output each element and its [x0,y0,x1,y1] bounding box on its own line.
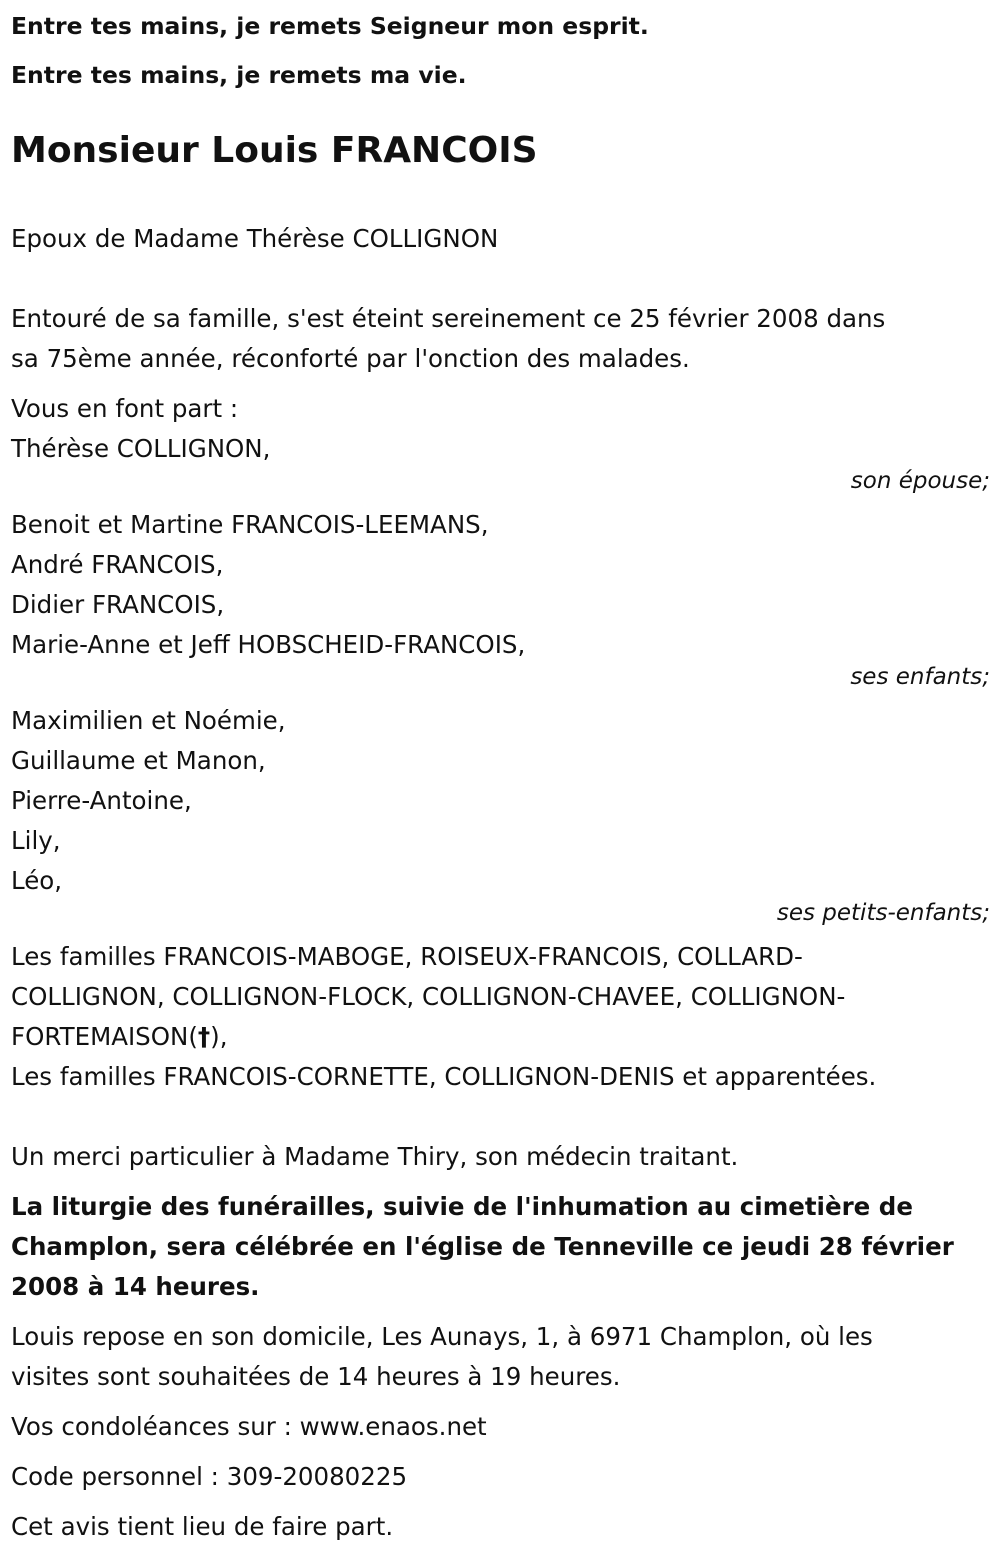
families-line-1: Les familles FRANCOIS-MABOGE, ROISEUX-FRANCOIS, COLLARD- [11,942,803,971]
family-list [11,389,990,1097]
verse-line-2: Entre tes mains, je remets ma vie. [11,61,467,89]
children-role: ses enfants; [850,664,990,690]
spouse-entry: Thérèse COLLIGNON, [11,434,271,463]
funeral-details [11,1187,990,1307]
spouse-line: Epoux de Madame Thérèse COLLIGNON [11,224,499,253]
funeral-line-1: La liturgie des funérailles, suivie de l'inhumation au cimetière de [11,1192,913,1221]
announcement-line-1: Entouré de sa famille, s'est éteint sereinement ce 25 février 2008 dans [11,304,886,333]
spouse-role: son épouse; [850,468,990,494]
child-entry: Benoit et Martine FRANCOIS-LEEMANS, [11,510,489,539]
verse-line-1: Entre tes mains, je remets Seigneur mon esprit. [11,12,649,40]
grandchild-entry: Guillaume et Manon, [11,746,266,775]
grandchild-entry: Léo, [11,866,63,895]
families-line-3-prefix: FORTEMAISON( [11,1022,198,1051]
deceased-name: Monsieur Louis FRANCOIS [11,130,538,171]
code-line: Code personnel : 309-20080225 [11,1462,408,1491]
cross-icon: † [197,1022,211,1051]
family-intro: Vous en font part : [11,394,239,423]
announcement [11,299,990,379]
condolences-line: Vos condoléances sur : www.enaos.net [11,1412,487,1441]
child-entry: Marie-Anne et Jeff HOBSCHEID-FRANCOIS, [11,630,526,659]
families-line-3 [11,1017,990,1057]
child-entry: Didier FRANCOIS, [11,590,225,619]
visitation-line-1: Louis repose en son domicile, Les Aunays, 1, à 6971 Champlon, où les [11,1322,873,1351]
announcement-line-2: sa 75ème année, réconforté par l'onction des malades. [11,344,690,373]
grandchild-entry: Lily, [11,826,61,855]
families-line-3-suffix: ), [210,1022,228,1051]
grandchild-entry: Maximilien et Noémie, [11,706,286,735]
families-line-2: COLLIGNON, COLLIGNON-FLOCK, COLLIGNON-CHAVEE, COLLIGNON- [11,982,846,1011]
grandchildren-role: ses petits-enfants; [776,900,990,926]
thanks-line: Un merci particulier à Madame Thiry, son médecin traitant. [11,1142,739,1171]
grandchild-entry: Pierre-Antoine, [11,786,192,815]
visitation-line-2: visites sont souhaitées de 14 heures à 19 heures. [11,1362,621,1391]
closing-line: Cet avis tient lieu de faire part. [11,1512,394,1541]
funeral-line-2: Champlon, sera célébrée en l'église de Tenneville ce jeudi 28 février [11,1232,954,1261]
funeral-line-3: 2008 à 14 heures. [11,1272,260,1301]
families-line-4: Les familles FRANCOIS-CORNETTE, COLLIGNON-DENIS et apparentées. [11,1062,877,1091]
visitation [11,1317,990,1397]
child-entry: André FRANCOIS, [11,550,224,579]
